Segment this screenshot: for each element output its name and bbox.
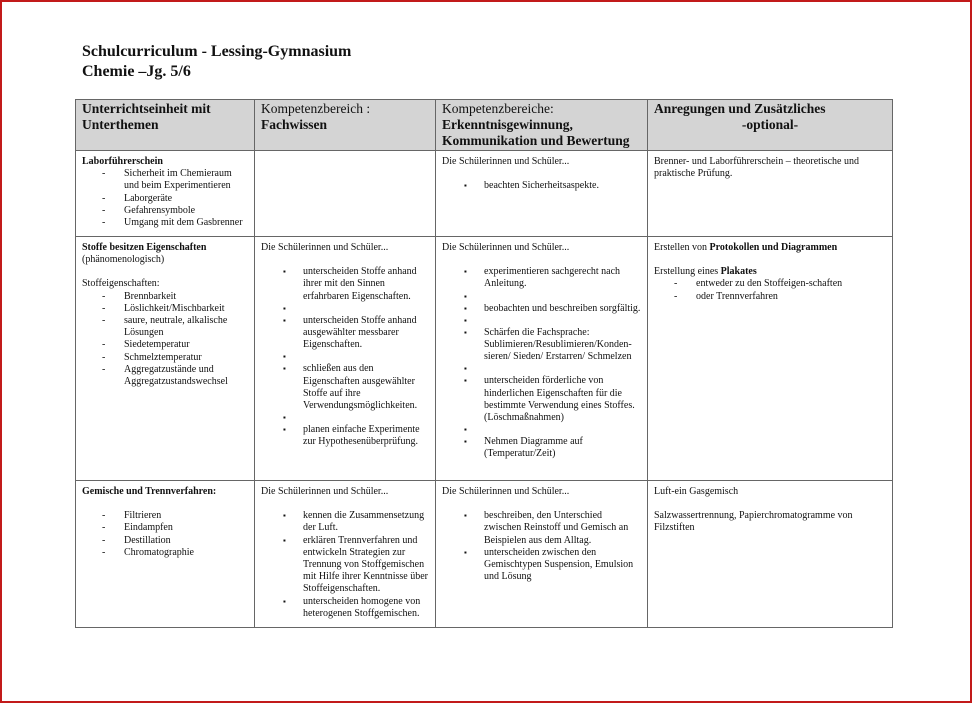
list-item: ▪ planen einfache Experimente zur Hypothesenüberprüfung. [261, 424, 429, 448]
fachwissen-cell [255, 151, 436, 237]
unit-subtitle: (phänomenologisch) [82, 254, 165, 266]
topic-list [82, 168, 248, 229]
list-item: - Brennbarkeit [82, 291, 248, 303]
intro-text: Die Schülerinnen und Schüler... [261, 486, 389, 497]
list-item: - Aggregatzustände und Aggregatzustandswechsel [82, 364, 248, 388]
kompetenz-cell [436, 151, 648, 237]
title-line-1: Schulcurriculum - Lessing-Gymnasium [82, 43, 352, 60]
unit-label: Stoffeigenschaften: [82, 278, 160, 290]
bullet-list [442, 510, 641, 583]
list-item: - Sicherheit im Chemieraum und beim Experimentieren [82, 168, 248, 192]
bullet-list [442, 266, 641, 460]
curriculum-table [75, 99, 893, 628]
list-item: - Destillation [82, 535, 248, 547]
anregungen-cell [648, 481, 893, 628]
intro-text: Die Schülerinnen und Schüler... [442, 486, 570, 497]
topic-list [654, 278, 886, 302]
list-item: ▪ unterscheiden Stoffe anhand ausgewählter messbarer Eigenschaften. [261, 315, 429, 352]
topic-list [82, 291, 248, 389]
table-row [76, 151, 893, 237]
list-item: ▪ kennen die Zusammensetzung der Luft. [261, 510, 429, 534]
unit-title: Stoffe besitzen Eigenschaften [82, 242, 207, 253]
list-item: - Schmelztemperatur [82, 352, 248, 364]
list-item: - Chromatographie [82, 547, 248, 559]
intro-text: Die Schülerinnen und Schüler... [261, 242, 389, 253]
list-item: ▪ erklären Trennverfahren und entwickeln Strategien zur Trennung von Stoffgemischen mit Hilfe ihrer Kenntnisse über Stoffeigenschaften. [261, 535, 429, 596]
list-item: ▪ beobachten und beschreiben sorgfältig. [442, 303, 641, 315]
bullet-list [261, 266, 429, 448]
unit-title: Laborführerschein [82, 156, 163, 167]
list-item: ▪ beschreiben, den Unterschied zwischen Reinstoff und Gemisch an Beispielen aus dem Alltag. [442, 510, 641, 547]
document-title [82, 42, 351, 82]
fachwissen-cell [255, 237, 436, 481]
column-header-unit: Unterrichtseinheit mit Unterthemen [76, 100, 255, 151]
note-text: Salzwassertrennung, Papierchromatogramme von Filzstiften [654, 510, 853, 534]
list-item: ▪ schließen aus den Eigenschaften ausgewählter Stoffe auf ihre Verwendungsmöglichkeiten. [261, 363, 429, 412]
list-item: ▪ unterscheiden förderliche von hinderlichen Eigenschaften für die bestimmte Verwendung eines Stoffes. (Löschmaßnahmen) [442, 375, 641, 424]
column-header-fachwissen: Kompetenzbereich : Fachwissen [255, 100, 436, 151]
table-header-row [76, 100, 893, 151]
kompetenz-cell [436, 481, 648, 628]
list-item: - Filtrieren [82, 510, 248, 522]
note-text: Luft-ein Gasgemisch [654, 486, 739, 497]
list-item: - Gefahrensymbole [82, 205, 248, 217]
list-item: ▪ Schärfen die Fachsprache: Sublimieren/Resublimieren/Konden-sieren/ Sieden/ Erstarren/ Schmelzen [442, 327, 641, 364]
note-text: Erstellen von Protokollen und Diagrammen [654, 242, 838, 253]
table-row [76, 481, 893, 628]
note-text: Erstellung eines Plakates [654, 266, 757, 278]
list-item: ▪ Nehmen Diagramme auf (Temperatur/Zeit) [442, 436, 641, 460]
list-item: - Laborgeräte [82, 193, 248, 205]
table-row [76, 237, 893, 481]
list-item: - Löslichkeit/Mischbarkeit [82, 303, 248, 315]
anregungen-cell [648, 237, 893, 481]
intro-text: Die Schülerinnen und Schüler... [442, 156, 570, 167]
title-line-2: Chemie –Jg. 5/6 [82, 63, 191, 80]
unit-cell [76, 151, 255, 237]
list-item: - entweder zu den Stoffeigen-schaften [654, 278, 886, 290]
kompetenz-cell [436, 237, 648, 481]
note-text: Brenner- und Laborführerschein – theoretische und praktische Prüfung. [654, 156, 859, 180]
topic-list [82, 510, 248, 559]
fachwissen-cell [255, 481, 436, 628]
list-item: ▪ experimentieren sachgerecht nach Anleitung. [442, 266, 641, 290]
anregungen-cell [648, 151, 893, 237]
list-item: ▪ unterscheiden zwischen den Gemischtypen Suspension, Emulsion und Lösung [442, 547, 641, 584]
column-header-anregungen: Anregungen und Zusätzliches -optional- [648, 100, 893, 151]
list-item: - Eindampfen [82, 522, 248, 534]
unit-title: Gemische und Trennverfahren: [82, 486, 217, 497]
unit-cell [76, 481, 255, 628]
column-header-kompetenzen: Kompetenzbereiche: Erkenntnisgewinnung, Kommunikation und Bewertung [436, 100, 648, 151]
list-item: - Umgang mit dem Gasbrenner [82, 217, 248, 229]
list-item: - Siedetemperatur [82, 339, 248, 351]
list-item: ▪ beachten Sicherheitsaspekte. [442, 180, 641, 192]
list-item: ▪ unterscheiden homogene von heterogenen Stoffgemischen. [261, 596, 429, 620]
bullet-list [261, 510, 429, 620]
list-item: - oder Trennverfahren [654, 291, 886, 303]
unit-cell [76, 237, 255, 481]
list-item: - saure, neutrale, alkalische Lösungen [82, 315, 248, 339]
bullet-list [442, 180, 641, 192]
intro-text: Die Schülerinnen und Schüler... [442, 242, 570, 253]
list-item: ▪ unterscheiden Stoffe anhand ihrer mit den Sinnen erfahrbaren Eigenschaften. [261, 266, 429, 303]
